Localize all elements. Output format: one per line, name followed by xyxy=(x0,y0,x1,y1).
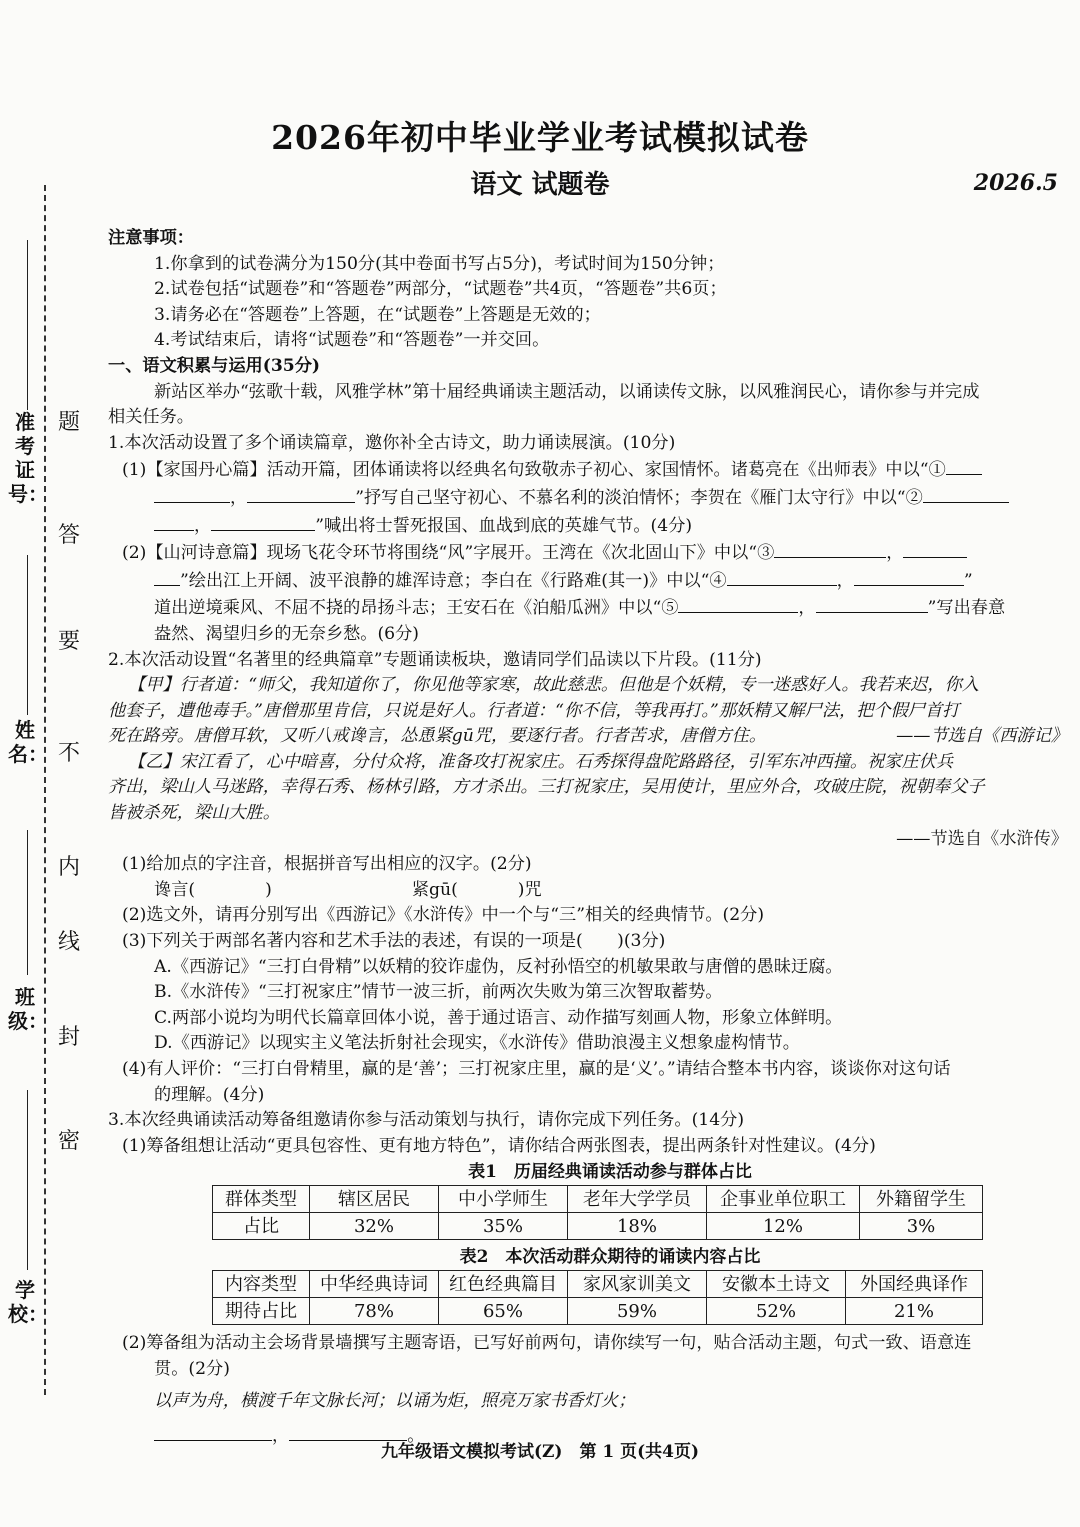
table-header: 期待占比 xyxy=(213,1298,310,1325)
answer-blank[interactable] xyxy=(247,484,355,503)
table-cell: 18% xyxy=(568,1213,707,1240)
notice-item: 3.请务必在“答题卷”上答题，在“试题卷”上答题是无效的； xyxy=(154,304,601,325)
table2-caption: 表2 本次活动群众期待的诵读内容占比 xyxy=(459,1247,761,1268)
exam-content: 注意事项： 1.你拿到的试卷满分为150分(其中卷面书写占5分)，考试时间为150分钟； 2.试卷包括“试题卷”和“答题卷”两部分，“试题卷”共4页，“答题卷”共6页； 3.请务必在“答题卷”上答题，在“试题卷”上答题是无效的； 4.考试结束后，请将“试题卷”和“答题卷”一并交回。 一、语文积累与运用(35分) 新站区举办“弦歌十载，风雅学林”第十届经典诵读主题活动，以诵读传文脉，以风雅润民心，请你参与并完成 相关任务。 1.本次活动设置了多个诵读篇章，邀你补全古诗文，助力诵读展演。(10分) (1)【家国丹心篇】活动开篇，团体诵读将以经典名句致敬赤子初心、家国情怀。诸葛亮在《出师表》中以“① ， ”抒写自己坚守初心、不慕名利的淡泊情怀；李贺在《雁门太守行》中以“② ， ”喊出将士誓死报国、血战到底的英雄气节。(4分) (2)【山河诗意篇】现场飞花令环节将围绕“风”字展开。王湾在《次北固山下》中以“③ ， ”绘出江上开阔、波平浪静的雄浑诗意；李白在《行路难(其一)》中以“④ ， ” 道出逆境乘风、不屈不挠的昂扬斗志；王安石在《泊船瓜洲》中以“⑤ ， ”写出春意 盎然、渴望归乡的无奈乡愁。(6分) 2.本次活动设置“名著里的经典篇章”专题诵读板块，邀请同学们品读以下片段。(11分) 【甲】行者道：“师父，我知道你了，你见他等家寒，故此慈悲。但他是个妖精，专一迷惑好人。我若来迟，你入 他套子，遭他毒手。”唐僧那里肯信，只说是好人。行者道：“你不信，等我再打。”那妖精又解尸法，把个假尸首打 死在路旁。唐僧耳软，又听八戒谗言，怂恿紧gū咒，要逐行者。行者苦求，唐僧方住。 ——节选自《西游记》 【乙】宋江看了，心中暗喜，分付众将，准备攻打祝家庄。石秀探得盘陀路路径，引军东冲西撞。祝家庄伏兵 齐出，梁山人马迷路，幸得石秀、杨林引路，方才杀出。三打祝家庄，吴用使计，里应外合，攻破庄院，祝朝奉父子 皆被杀死，梁山大胜。 ——节选自《水浒传》 (1)给加点的字注音，根据拼音写出相应的汉字。(2分) 谗言( ) 紧gū( )咒 (2)选文外，请再分别写出《西游记》《水浒传》中一个与“三”相关的经典情节。(2分) (3)下列关于两部名著内容和艺术手法的表述，有误的一项是( )(3分) A.《西游记》“三打白骨精”以妖精的狡诈虚伪，反衬孙悟空的机敏果敢与唐僧的愚昧迂腐。 B.《水浒传》“三打祝家庄”情节一波三折，前两次失败为第三次智取蓄势。 C.两部小说均为明代长篇章回体小说，善于通过语言、动作描写刻画人物，形象立体鲜明。 D.《西游记》以现实主义笔法折射社会现实，《水浒传》借助浪漫主义想象虚构情节。 (4)有人评价：“三打白骨精里，赢的是‘善’；三打祝家庄里，赢的是‘义’。”请结合整本书内容，谈谈你对这句话 的理解。(4分) 3.本次经典诵读活动筹备组邀请你参与活动策划与执行，请你完成下列任务。(14分) (1)筹备组想让活动“更具包容性、更有地方特色”，请你结合两张图表，提出两条针对性建议。(4分) 表1 历届经典诵读活动参与群体占比 群体类型 辖区居民 中小学师生 老年大学学员 企事业单位职工 外籍留学生 占比 32% 35% 18% 12% 3% 表2 本次活动群众期待的诵读内容占比 内容类型 中华经典诗词 红色经典篇目 家风家训美文 安徽本土诗文 外国经典译作 期待占比 78% 65% 59% 52% 21% (2)筹备组为活动主会场背景墙撰写主题寄语，已写好前两句，请你续写一句，贴合活动主题，句式一致、语意连 贯。(2分) 以声为舟，横渡千年文脉长河；以诵为炬，照亮万家书香灯火； ， 。 xyxy=(108,226,1072,1450)
answer-blank[interactable] xyxy=(211,512,315,531)
q3-sub2: 贯。(2分) xyxy=(154,1358,230,1379)
table2 xyxy=(212,1270,983,1325)
passage-jia: 死在路旁。唐僧耳软，又听八戒谗言，怂恿紧gū咒，要逐行者。行者苦求，唐僧方住。 xyxy=(108,726,767,747)
q1-part1-end: ”喊出将士誓死报国、血战到底的英雄气节。(4分) xyxy=(315,515,693,536)
question-2-stem: 2.本次活动设置“名著里的经典篇章”专题诵读板块，邀请同学们品读以下片段。(11分) xyxy=(108,649,762,670)
question-1-stem: 1.本次活动设置了多个诵读篇章，邀你补全古诗文，助力诵读展演。(10分) xyxy=(108,432,676,453)
option-d: D.《西游记》以现实主义笔法折射社会现实，《水浒传》借助浪漫主义想象虚构情节。 xyxy=(154,1033,800,1054)
answer-blank[interactable] xyxy=(816,594,928,613)
q1-part2-end: 盎然、渴望归乡的无奈乡愁。(6分) xyxy=(154,623,419,644)
seal-char: 密 xyxy=(57,1129,80,1154)
table1 xyxy=(212,1185,983,1240)
table-cell: 78% xyxy=(310,1298,439,1325)
field-class: 班级： xyxy=(8,985,48,1033)
table-cell: 65% xyxy=(439,1298,568,1325)
q1-part2-cont2: 道出逆境乘风、不屈不挠的昂扬斗志；王安石在《泊船瓜洲》中以“⑤ xyxy=(154,598,679,619)
seal-line xyxy=(44,185,46,1395)
table-cell: 52% xyxy=(707,1298,846,1325)
q2-sub4: 的理解。(4分) xyxy=(154,1084,265,1105)
table-cell: 老年大学学员 xyxy=(568,1186,707,1213)
passage-yi: 皆被杀死，梁山大胜。 xyxy=(108,803,280,824)
table-cell: 12% xyxy=(707,1213,860,1240)
exam-date: 2026.5 xyxy=(973,170,1058,196)
option-a: A.《西游记》“三打白骨精”以妖精的狡诈虚伪，反衬孙悟空的机敏果敢与唐僧的愚昧迂腐。 xyxy=(154,956,843,977)
answer-blank[interactable] xyxy=(923,484,1009,503)
passage-jia: 他套子，遭他毒手。”唐僧那里肯信，只说是好人。行者道：“你不信，等我再打。”那妖精又解尸法，把个假尸首打 xyxy=(108,700,960,721)
field-line xyxy=(27,555,28,715)
table-cell: 中华经典诗词 xyxy=(310,1271,439,1298)
section-heading: 一、语文积累与运用(35分) xyxy=(108,355,321,376)
option-b: B.《水浒传》“三打祝家庄”情节一波三折，前两次失败为第三次智取蓄势。 xyxy=(154,982,723,1003)
answer-blank[interactable] xyxy=(774,539,886,558)
table-cell: 辖区居民 xyxy=(310,1186,439,1213)
table-cell: 安徽本土诗文 xyxy=(707,1271,846,1298)
passage-yi: 【乙】宋江看了，心中暗喜，分付众将，准备攻打祝家庄。石秀探得盘陀路路径，引军东冲西撞。祝家庄伏兵 xyxy=(128,751,954,772)
table-cell: 中小学师生 xyxy=(439,1186,568,1213)
q1-part2: (2)【山河诗意篇】现场飞花令环节将围绕“风”字展开。王湾在《次北固山下》中以“③ xyxy=(122,543,775,564)
seal-char: 答 xyxy=(57,523,80,548)
question-3-stem: 3.本次经典诵读活动筹备组邀请你参与活动策划与执行，请你完成下列任务。(14分) xyxy=(108,1110,745,1131)
seal-char: 内 xyxy=(57,855,80,880)
notice-item: 1.你拿到的试卷满分为150分(其中卷面书写占5分)，考试时间为150分钟； xyxy=(154,253,725,274)
table-cell: 3% xyxy=(860,1213,983,1240)
q2-sub2: (2)选文外，请再分别写出《西游记》《水浒传》中一个与“三”相关的经典情节。(2分) xyxy=(122,905,765,926)
field-line xyxy=(27,1090,28,1270)
answer-blank[interactable] xyxy=(903,539,967,558)
answer-blank[interactable] xyxy=(678,594,798,613)
notice-item: 2.试卷包括“试题卷”和“答题卷”两部分，“试题卷”共4页，“答题卷”共6页； xyxy=(154,279,727,300)
q3-sub1: (1)筹备组想让活动“更具包容性、更有地方特色”，请你结合两张图表，提出两条针对性建议。(4分) xyxy=(122,1135,876,1156)
q2-sub3: (3)下列关于两部名著内容和艺术手法的表述，有误的一项是( )(3分) xyxy=(122,931,666,952)
seal-char: 题 xyxy=(57,410,80,435)
passage-jia: 【甲】行者道：“师父，我知道你了，你见他等家寒，故此慈悲。但他是个妖精，专一迷惑好人。我若来迟，你入 xyxy=(128,675,979,696)
answer-blank[interactable] xyxy=(946,456,982,475)
answer-blank[interactable] xyxy=(854,567,964,586)
answer-blank[interactable] xyxy=(154,484,230,503)
field-exam-id: 准考证号： xyxy=(8,410,48,506)
answer-blank[interactable] xyxy=(154,512,194,531)
pinyin-prompt: 谗言( xyxy=(154,879,196,900)
punct: 。 xyxy=(407,1426,425,1447)
q2-sub1: (1)给加点的字注音，根据拼音写出相应的汉字。(2分) xyxy=(122,854,532,875)
table-cell: 59% xyxy=(568,1298,707,1325)
seal-char: 封 xyxy=(57,1025,80,1050)
notice-heading: 注意事项： xyxy=(108,228,194,248)
q1-part1-cont: ”抒写自己坚守初心、不慕名利的淡泊情怀；李贺在《雁门太守行》中以“② xyxy=(355,487,923,508)
q2-sub4: (4)有人评价：“三打白骨精里，赢的是‘善’；三打祝家庄里，赢的是‘义’。”请结合整本书内容，谈谈你对这句话 xyxy=(122,1059,951,1079)
notice-item: 4.考试结束后，请将“试题卷”和“答题卷”一并交回。 xyxy=(154,330,550,351)
table-cell: 企事业单位职工 xyxy=(707,1186,860,1213)
passage-yi: 齐出，梁山人马迷路，幸得石秀、杨林引路，方才杀出。三打祝家庄，吴用使计，里应外合，攻破庄院，祝朝奉父子 xyxy=(108,777,985,798)
q3-sub2: (2)筹备组为活动主会场背景墙撰写主题寄语，已写好前两句，请你续写一句，贴合活动主题，句式一致、语意连 xyxy=(122,1333,972,1354)
table1-caption: 表1 历届经典诵读活动参与群体占比 xyxy=(468,1162,752,1183)
field-line xyxy=(27,240,28,410)
punct: ， xyxy=(272,1426,290,1447)
field-school: 学校： xyxy=(8,1278,48,1326)
answer-blank[interactable] xyxy=(727,567,837,586)
theme-verse: 以声为舟，横渡千年文脉长河；以诵为炬，照亮万家书香灯火； xyxy=(154,1390,636,1411)
q1-part2-cont: ”绘出江上开阔、波平浪静的雄浑诗意；李白在《行路难(其一)》中以“④ xyxy=(180,570,727,591)
answer-blank[interactable] xyxy=(154,567,180,586)
seal-char: 不 xyxy=(57,741,80,766)
seal-char: 线 xyxy=(57,930,80,955)
table-header: 内容类型 xyxy=(213,1271,310,1298)
field-line xyxy=(27,830,28,975)
table-cell: 32% xyxy=(310,1213,439,1240)
bracket: )咒 xyxy=(517,879,542,900)
page-footer: 九年级语文模拟考试(Z) 第 1 页(共4页) xyxy=(380,1442,700,1462)
seal-char: 要 xyxy=(57,629,80,654)
char-prompt: 紧gū( xyxy=(411,879,458,900)
table-header: 群体类型 xyxy=(213,1186,310,1213)
table-cell: 红色经典篇目 xyxy=(439,1271,568,1298)
table-cell: 外国经典译作 xyxy=(846,1271,983,1298)
option-c: C.两部小说均为明代长篇章回体小说，善于通过语言、动作描写刻画人物，形象立体鲜明。 xyxy=(154,1007,843,1028)
intro-text: 新站区举办“弦歌十载，风雅学林”第十届经典诵读主题活动，以诵读传文脉，以风雅润民心，请你参与并完成 xyxy=(154,381,980,402)
q1-part2-cont3: ”写出春意 xyxy=(927,598,1006,619)
page-subtitle: 语文 试题卷 xyxy=(470,170,610,200)
bracket: ) xyxy=(265,879,272,900)
passage-source: ——节选自《水浒传》 xyxy=(896,828,1068,849)
table-cell: 35% xyxy=(439,1213,568,1240)
table-cell: 21% xyxy=(846,1298,983,1325)
page-title: 2026年初中毕业学业考试模拟试卷 xyxy=(271,118,809,157)
table-cell: 家风家训美文 xyxy=(568,1271,707,1298)
intro-text: 相关任务。 xyxy=(108,407,194,428)
passage-source: ——节选自《西游记》 xyxy=(896,726,1068,747)
table-cell: 外籍留学生 xyxy=(860,1186,983,1213)
q1-part1: (1)【家国丹心篇】活动开篇，团体诵读将以经典名句致敬赤子初心、家国情怀。诸葛亮在《出师表》中以“① xyxy=(122,460,946,481)
field-name: 姓名： xyxy=(8,718,48,766)
table-header: 占比 xyxy=(213,1213,310,1240)
